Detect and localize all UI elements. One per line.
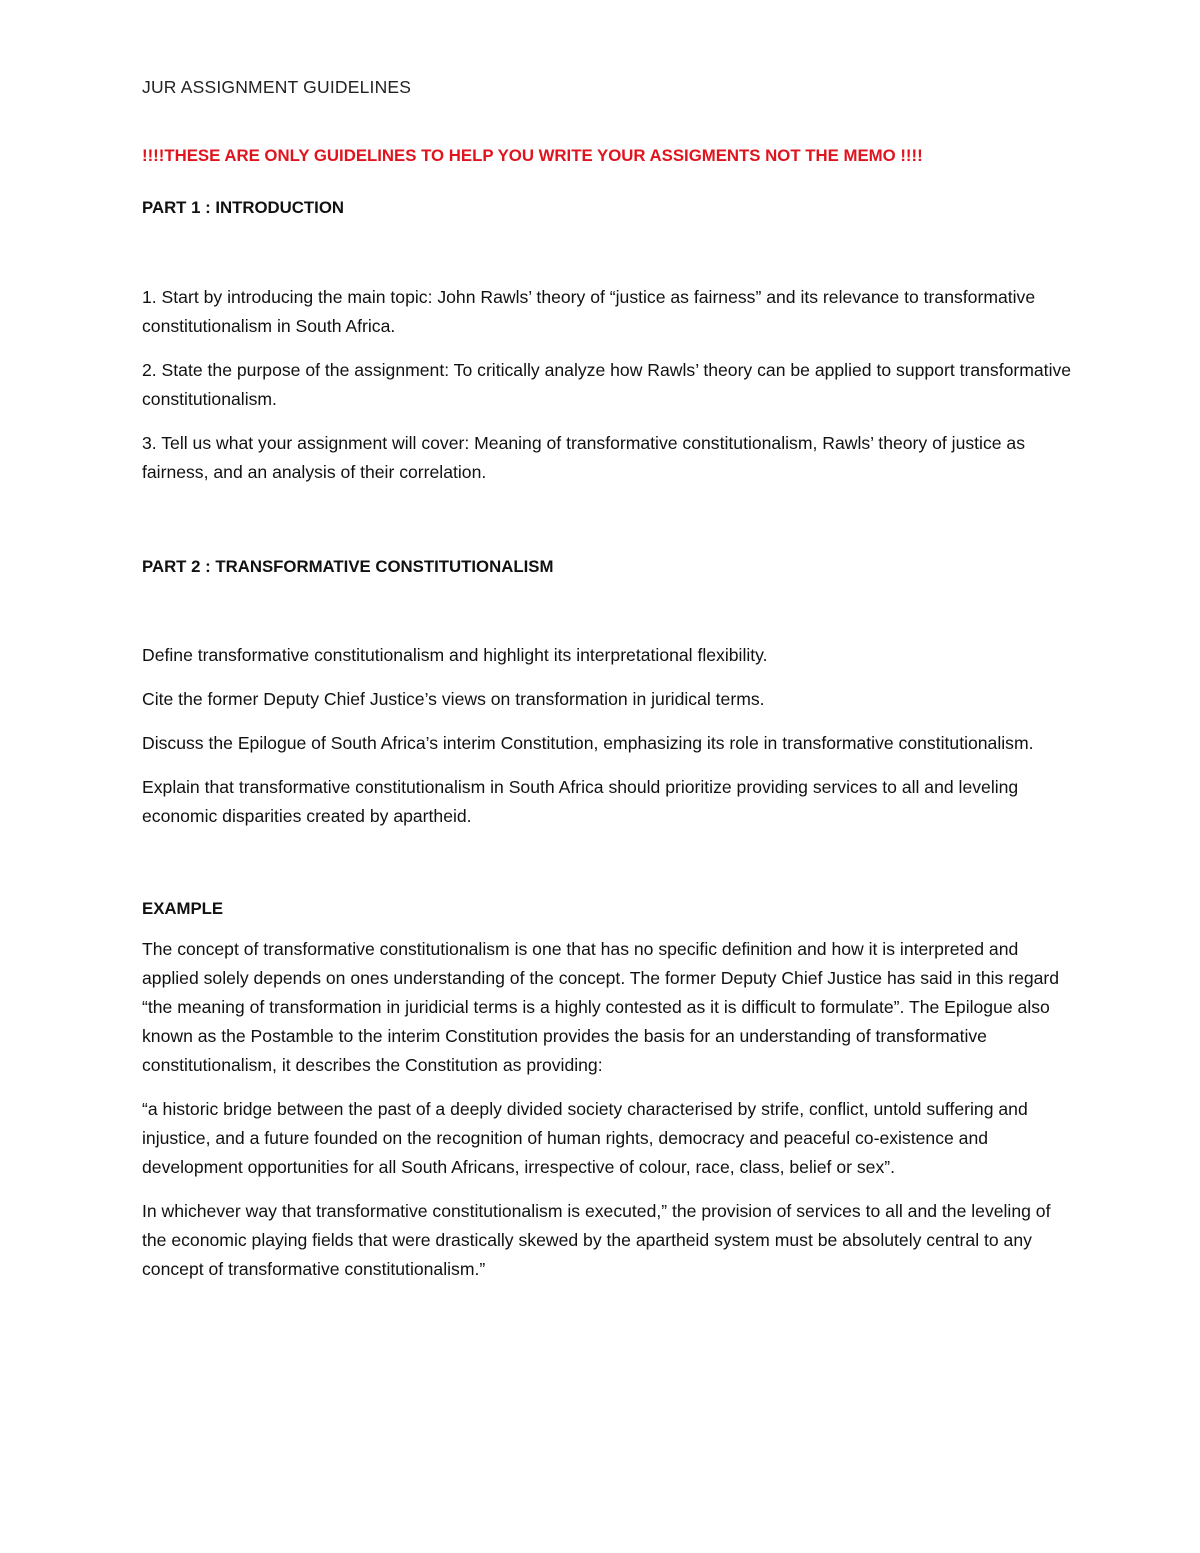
example-heading: EXAMPLE [142, 899, 224, 918]
tc-item-4: Explain that transformative constitutionalism in South Africa should prioritize providing services to all and leveling economic disparities created by apartheid. [142, 777, 1019, 826]
tc-item-3: Discuss the Epilogue of South Africa’s interim Constitution, emphasizing its role in transformative constitutionalism. [142, 733, 1034, 753]
warning-notice: !!!!THESE ARE ONLY GUIDELINES TO HELP YOU WRITE YOUR ASSIGMENTS NOT THE MEMO !!!! [142, 146, 923, 165]
tc-item-1: Define transformative constitutionalism and highlight its interpretational flexibility. [142, 645, 768, 665]
document-header: JUR ASSIGNMENT GUIDELINES [142, 77, 412, 97]
example-conclusion: In whichever way that transformative constitutionalism is executed,” the provision of services to all and the leveling of the economic playing fields that were drastically skewed by the apartheid system must be absolutely central to any concept of transformative constitutionalism.” [142, 1201, 1051, 1279]
intro-item-1: 1. Start by introducing the main topic: John Rawls’ theory of “justice as fairness” and its relevance to transformative constitutionalism in South Africa. [142, 287, 1036, 336]
part1-heading: PART 1 : INTRODUCTION [142, 198, 344, 217]
part2-heading: PART 2 : TRANSFORMATIVE CONSTITUTIONALISM [142, 557, 554, 576]
tc-item-2: Cite the former Deputy Chief Justice’s views on transformation in juridical terms. [142, 689, 765, 709]
intro-item-2: 2. State the purpose of the assignment: To critically analyze how Rawls’ theory can be applied to support transformative constitutionalism. [142, 360, 1072, 409]
document-page [142, 74, 1072, 1284]
intro-item-3: 3. Tell us what your assignment will cover: Meaning of transformative constitutionalism, Rawls’ theory of justice as fairness, and an analysis of their correlation. [142, 433, 1025, 482]
example-quote: “a historic bridge between the past of a deeply divided society characterised by strife, conflict, untold suffering and injustice, and a future founded on the recognition of human rights, democracy and peaceful co-existence and development opportunities for all South Africans, irrespective of colour, race, class, belief or sex”. [142, 1099, 1028, 1177]
example-paragraph: The concept of transformative constitutionalism is one that has no specific definition and how it is interpreted and applied solely depends on ones understanding of the concept. The former Deputy Chief Justice has said in this regard “the meaning of transformation in juridicial terms is a highly contested as it is difficult to formulate”. The Epilogue also known as the Postamble to the interim Constitution provides the basis for an understanding of transformative constitutionalism, it describes the Constitution as providing: [142, 939, 1060, 1075]
